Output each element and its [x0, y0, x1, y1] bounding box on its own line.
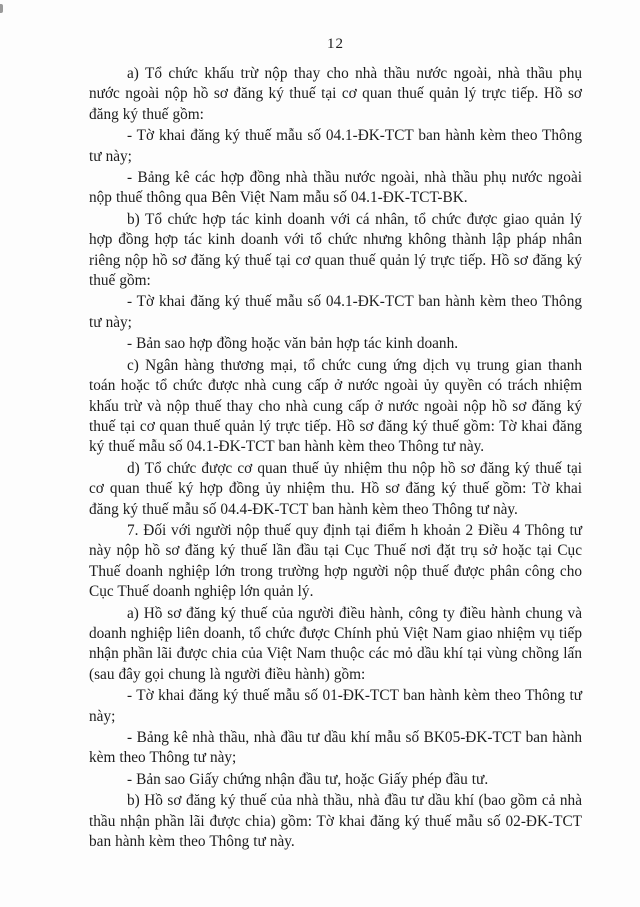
paragraph-a-operator-dossier: a) Hồ sơ đăng ký thuế của người điều hành, công ty điều hành chung và doanh nghiệp liên doanh, tổ chức được Chính phủ Việt Nam giao nhiệm vụ tiếp nhận phần lãi được chia của Việt Nam thuộc các mỏ dầu khí tại vùng chồng lấn (sau đây gọi chung là người điều hành) gồm:	[89, 604, 582, 683]
page-number: 12	[327, 36, 344, 52]
paragraph-b-business-cooperation: b) Tổ chức hợp tác kinh doanh với cá nhân, tổ chức được giao quản lý hợp đồng hợp tác kinh doanh với tổ chức nhưng không thành lập pháp nhân riêng nộp hồ sơ đăng ký thuế tại cơ quan thuế quản lý trực tiếp. Hồ sơ đăng ký thuế gồm:	[89, 210, 582, 290]
paragraph-bullet-form-bk05-dk-tct: - Bảng kê nhà thầu, nhà đầu tư dầu khí mẫu số BK05-ĐK-TCT ban hành kèm theo Thông tư này;	[89, 729, 582, 767]
paragraph-b-oil-gas-investor: b) Hồ sơ đăng ký thuế của nhà thầu, nhà đầu tư dầu khí (bao gồm cả nhà thầu nhận phần lãi được chia) gồm: Tờ khai đăng ký thuế mẫu số 02-ĐK-TCT ban hành kèm theo Thông tư này.	[89, 792, 582, 851]
paragraph-bullet-form-04-1-dk-tct: - Tờ khai đăng ký thuế mẫu số 04.1-ĐK-TCT ban hành kèm theo Thông tư này;	[89, 127, 582, 165]
document-body	[89, 61, 582, 853]
scan-artifact	[0, 4, 3, 13]
paragraph-a-withholding-foreign-contractor: a) Tổ chức khấu trừ nộp thay cho nhà thầu nước ngoài, nhà thầu phụ nước ngoài nộp hồ sơ đăng ký thuế tại cơ quan thuế quản lý trực tiếp. Hồ sơ đăng ký thuế gồm:	[89, 65, 582, 123]
paragraph-bullet-form-04-1-dk-tct-2: - Tờ khai đăng ký thuế mẫu số 04.1-ĐK-TCT ban hành kèm theo Thông tư này;	[89, 293, 582, 331]
paragraph-7-taxpayers-point-h: 7. Đối với người nộp thuế quy định tại điểm h khoản 2 Điều 4 Thông tư này nộp hồ sơ đăng ký thuế lần đầu tại Cục Thuế nơi đặt trụ sở hoặc tại Cục Thuế doanh nghiệp lớn trong trường hợp người nộp thuế được phân công cho Cục Thuế doanh nghiệp lớn quản lý.	[89, 521, 582, 601]
paragraph-bullet-contract-list-04-1-dk-tct-bk: - Bảng kê các hợp đồng nhà thầu nước ngoài, nhà thầu phụ nước ngoài nộp thuế thông qua Bên Việt Nam mẫu số 04.1-ĐK-TCT-BK.	[89, 169, 582, 207]
paragraph-bullet-form-01-dk-tct: - Tờ khai đăng ký thuế mẫu số 01-ĐK-TCT ban hành kèm theo Thông tư này;	[89, 687, 582, 725]
paragraph-d-authorized-collection: d) Tổ chức được cơ quan thuế ủy nhiệm thu nộp hồ sơ đăng ký thuế tại cơ quan thuế ký hợp đồng ủy nhiệm thu. Hồ sơ đăng ký thuế gồm: Tờ khai đăng ký thuế mẫu số 04.4-ĐK-TCT ban hành kèm theo Thông tư này.	[89, 459, 582, 518]
paragraph-c-commercial-banks: c) Ngân hàng thương mại, tổ chức cung ứng dịch vụ trung gian thanh toán hoặc tổ chức được nhà cung cấp ở nước ngoài ủy quyền có trách nhiệm khấu trừ và nộp thuế thay cho nhà cung cấp ở nước ngoài nộp hồ sơ đăng ký thuế tại cơ quan thuế quản lý trực tiếp. Hồ sơ đăng ký thuế gồm: Tờ khai đăng ký thuế mẫu số 04.1-ĐK-TCT ban hành kèm theo Thông tư này.	[89, 356, 582, 456]
paragraph-bullet-investment-certificate: - Bản sao Giấy chứng nhận đầu tư, hoặc Giấy phép đầu tư.	[127, 770, 489, 788]
paragraph-bullet-contract-copy: - Bản sao hợp đồng hoặc văn bản hợp tác kinh doanh.	[127, 335, 459, 353]
